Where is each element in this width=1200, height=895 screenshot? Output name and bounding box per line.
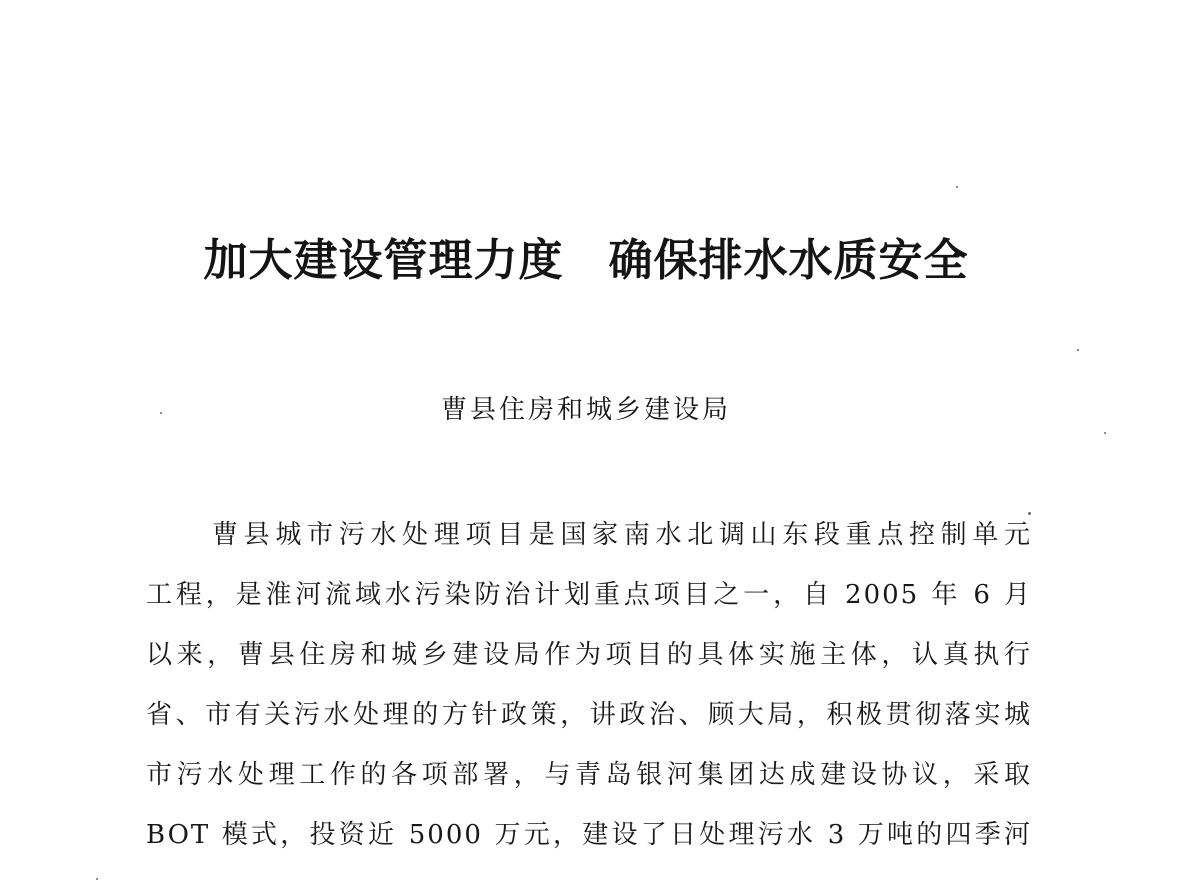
body-line-6: BOT 模式，投资近 5000 万元，建设了日处理污水 3 万吨的四季河 [146,820,1032,850]
body-line-3: 以来，曹县住房和城乡建设局作为项目的具体实施主体，认真执行 [146,640,1032,670]
body-line-1: 曹县城市污水处理项目是国家南水北调山东段重点控制单元 [212,520,1032,550]
document-title: 加大建设管理力度 确保排水水质安全 [203,235,969,286]
scan-speck [160,412,162,414]
body-line-5: 市污水处理工作的各项部署，与青岛银河集团达成建设协议，采取 [146,760,1032,790]
body-line-4: 省、市有关污水处理的方针政策，讲政治、顾大局，积极贯彻落实城 [146,700,1032,730]
document-author: 曹县住房和城乡建设局 [440,395,731,425]
scan-speck [1077,349,1079,351]
scan-speck [956,186,958,188]
body-paragraph [146,505,1032,865]
scan-speck [1104,432,1106,434]
body-line-2: 工程，是淮河流域水污染防治计划重点项目之一，自 2005 年 6 月 [146,580,1032,610]
scan-speck [1028,512,1031,515]
scan-speck [96,878,98,880]
